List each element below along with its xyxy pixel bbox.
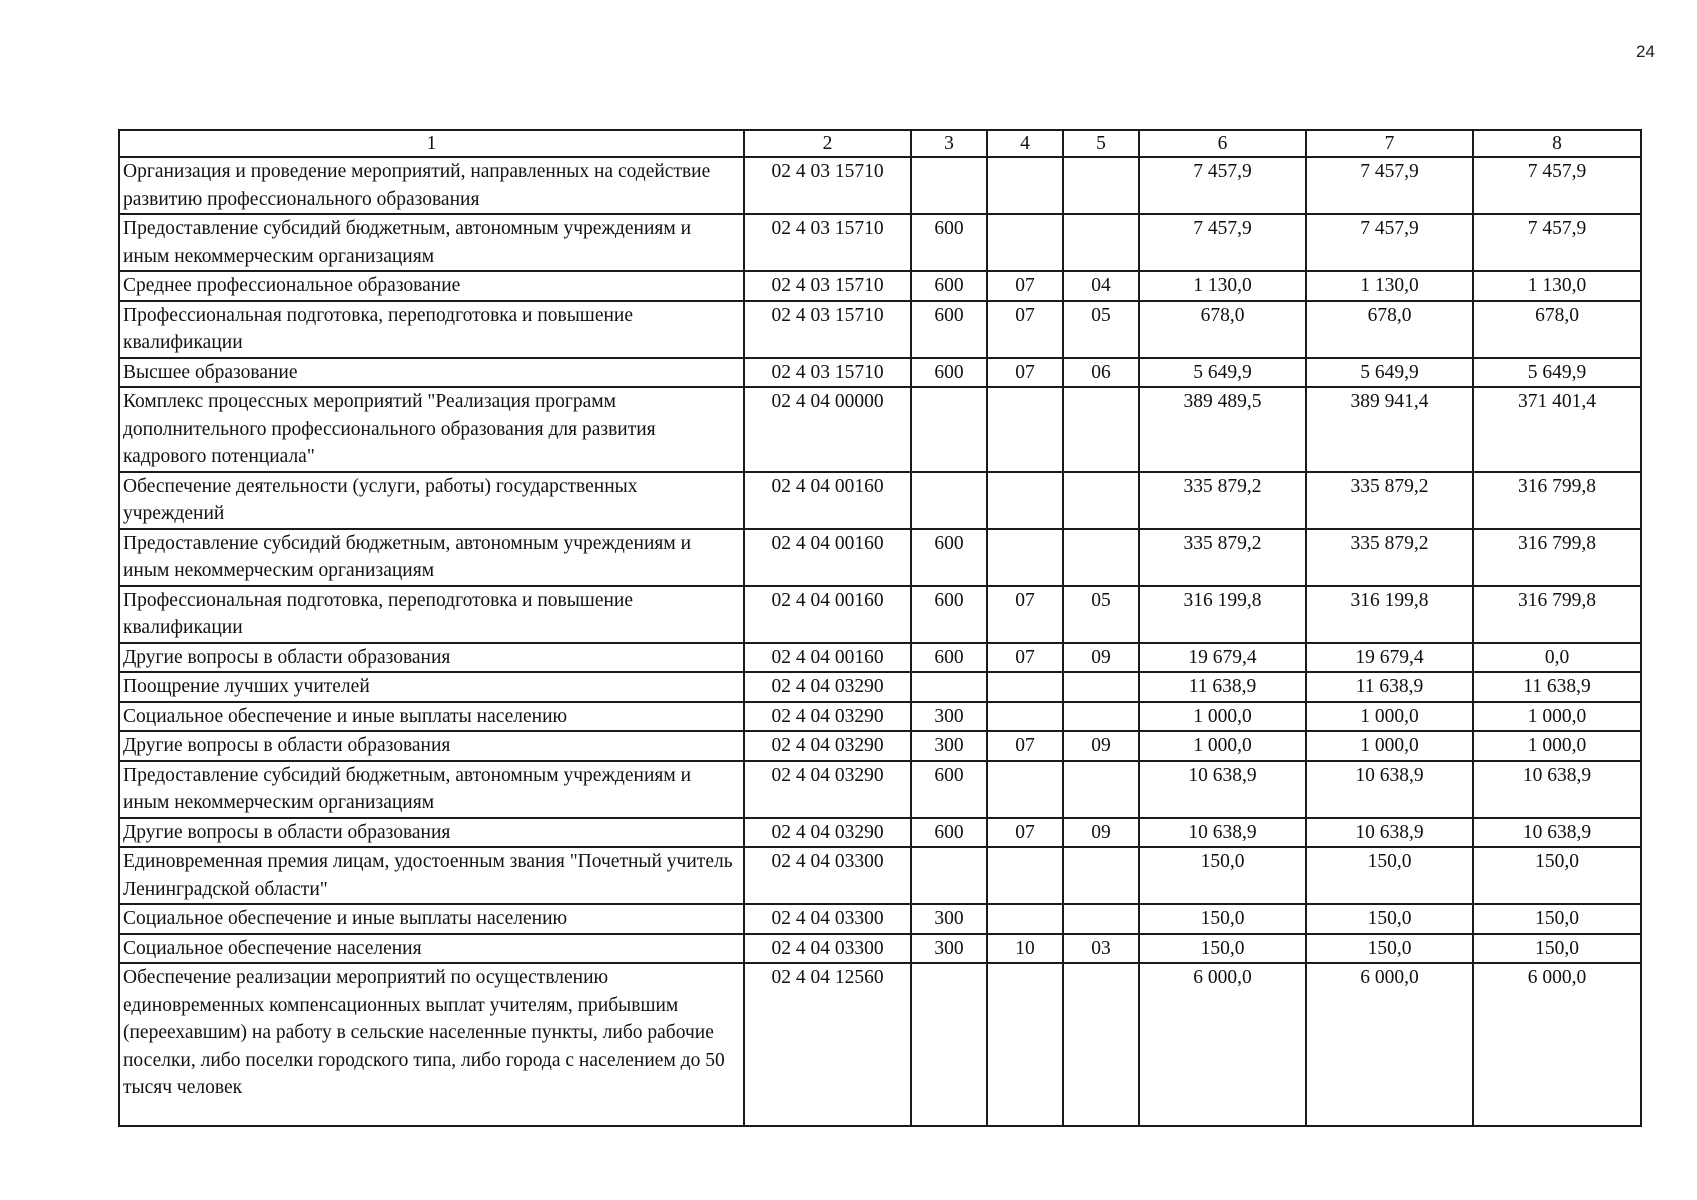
row-year2-cell: 1 000,0 bbox=[1306, 702, 1473, 732]
row-vr-cell bbox=[911, 847, 987, 904]
table-row bbox=[119, 904, 1641, 934]
header-cell: 8 bbox=[1473, 130, 1641, 157]
row-pr-cell bbox=[1063, 904, 1139, 934]
row-year3-cell: 1 000,0 bbox=[1473, 731, 1641, 761]
row-year1-cell: 316 199,8 bbox=[1139, 586, 1306, 643]
row-pr-cell: 05 bbox=[1063, 301, 1139, 358]
row-pr-cell: 09 bbox=[1063, 731, 1139, 761]
row-year2-cell: 150,0 bbox=[1306, 934, 1473, 964]
row-year3-cell: 1 000,0 bbox=[1473, 702, 1641, 732]
row-year1-cell: 5 649,9 bbox=[1139, 358, 1306, 388]
row-year1-cell: 678,0 bbox=[1139, 301, 1306, 358]
row-code-cell: 02 4 04 03290 bbox=[744, 702, 911, 732]
row-pr-cell bbox=[1063, 963, 1139, 1126]
row-code-cell: 02 4 04 03290 bbox=[744, 731, 911, 761]
row-rz-cell bbox=[987, 472, 1063, 529]
row-year1-cell: 335 879,2 bbox=[1139, 472, 1306, 529]
table-row bbox=[119, 934, 1641, 964]
table-row bbox=[119, 271, 1641, 301]
row-rz-cell: 07 bbox=[987, 586, 1063, 643]
row-rz-cell bbox=[987, 904, 1063, 934]
row-code-cell: 02 4 04 00000 bbox=[744, 387, 911, 472]
header-cell: 3 bbox=[911, 130, 987, 157]
row-year1-cell: 10 638,9 bbox=[1139, 818, 1306, 848]
row-pr-cell bbox=[1063, 472, 1139, 529]
row-name-cell: Обеспечение деятельности (услуги, работы) государственных учреждений bbox=[119, 472, 744, 529]
row-name-cell: Профессиональная подготовка, переподготовка и повышение квалификации bbox=[119, 586, 744, 643]
row-name-cell: Поощрение лучших учителей bbox=[119, 672, 744, 702]
row-year3-cell: 7 457,9 bbox=[1473, 214, 1641, 271]
row-year3-cell: 316 799,8 bbox=[1473, 586, 1641, 643]
row-year1-cell: 10 638,9 bbox=[1139, 761, 1306, 818]
row-year3-cell: 7 457,9 bbox=[1473, 157, 1641, 214]
row-year2-cell: 7 457,9 bbox=[1306, 157, 1473, 214]
row-name-cell: Другие вопросы в области образования bbox=[119, 731, 744, 761]
row-vr-cell bbox=[911, 472, 987, 529]
row-vr-cell: 300 bbox=[911, 934, 987, 964]
row-pr-cell bbox=[1063, 847, 1139, 904]
row-name-cell: Предоставление субсидий бюджетным, автономным учреждениям и иным некоммерческим организациям bbox=[119, 214, 744, 271]
row-code-cell: 02 4 03 15710 bbox=[744, 157, 911, 214]
row-code-cell: 02 4 04 00160 bbox=[744, 529, 911, 586]
row-name-cell: Организация и проведение мероприятий, направленных на содействие развитию профессионального образования bbox=[119, 157, 744, 214]
row-year2-cell: 6 000,0 bbox=[1306, 963, 1473, 1126]
row-name-cell: Социальное обеспечение и иные выплаты населению bbox=[119, 702, 744, 732]
row-year3-cell: 371 401,4 bbox=[1473, 387, 1641, 472]
header-cell: 4 bbox=[987, 130, 1063, 157]
header-row bbox=[119, 130, 1641, 157]
table-row bbox=[119, 672, 1641, 702]
header-cell: 7 bbox=[1306, 130, 1473, 157]
row-year2-cell: 335 879,2 bbox=[1306, 472, 1473, 529]
row-year2-cell: 5 649,9 bbox=[1306, 358, 1473, 388]
row-pr-cell: 09 bbox=[1063, 643, 1139, 673]
row-pr-cell: 06 bbox=[1063, 358, 1139, 388]
row-year3-cell: 150,0 bbox=[1473, 934, 1641, 964]
row-year2-cell: 10 638,9 bbox=[1306, 818, 1473, 848]
row-year2-cell: 316 199,8 bbox=[1306, 586, 1473, 643]
header-cell: 6 bbox=[1139, 130, 1306, 157]
row-rz-cell: 10 bbox=[987, 934, 1063, 964]
row-year2-cell: 1 000,0 bbox=[1306, 731, 1473, 761]
row-rz-cell bbox=[987, 387, 1063, 472]
row-year3-cell: 5 649,9 bbox=[1473, 358, 1641, 388]
row-rz-cell bbox=[987, 847, 1063, 904]
row-year3-cell: 316 799,8 bbox=[1473, 472, 1641, 529]
row-code-cell: 02 4 04 03290 bbox=[744, 672, 911, 702]
table-row bbox=[119, 847, 1641, 904]
row-year1-cell: 11 638,9 bbox=[1139, 672, 1306, 702]
table-row bbox=[119, 818, 1641, 848]
row-code-cell: 02 4 04 00160 bbox=[744, 472, 911, 529]
table-row bbox=[119, 214, 1641, 271]
row-rz-cell: 07 bbox=[987, 271, 1063, 301]
row-year1-cell: 1 000,0 bbox=[1139, 702, 1306, 732]
row-vr-cell: 600 bbox=[911, 761, 987, 818]
row-pr-cell: 05 bbox=[1063, 586, 1139, 643]
table-row bbox=[119, 472, 1641, 529]
row-year3-cell: 150,0 bbox=[1473, 847, 1641, 904]
row-vr-cell: 600 bbox=[911, 301, 987, 358]
table-row bbox=[119, 301, 1641, 358]
table-row bbox=[119, 387, 1641, 472]
row-year3-cell: 0,0 bbox=[1473, 643, 1641, 673]
table-row bbox=[119, 702, 1641, 732]
row-vr-cell: 600 bbox=[911, 358, 987, 388]
header-cell: 5 bbox=[1063, 130, 1139, 157]
row-vr-cell: 300 bbox=[911, 731, 987, 761]
row-year1-cell: 389 489,5 bbox=[1139, 387, 1306, 472]
row-name-cell: Единовременная премия лицам, удостоенным звания "Почетный учитель Ленинградской области" bbox=[119, 847, 744, 904]
row-year2-cell: 389 941,4 bbox=[1306, 387, 1473, 472]
row-name-cell: Социальное обеспечение и иные выплаты населению bbox=[119, 904, 744, 934]
row-vr-cell bbox=[911, 387, 987, 472]
row-year2-cell: 1 130,0 bbox=[1306, 271, 1473, 301]
header-cell: 1 bbox=[119, 130, 744, 157]
row-vr-cell: 600 bbox=[911, 529, 987, 586]
row-vr-cell: 300 bbox=[911, 702, 987, 732]
row-name-cell: Другие вопросы в области образования bbox=[119, 818, 744, 848]
row-name-cell: Обеспечение реализации мероприятий по осуществлению единовременных компенсационных выплат учителям, прибывшим (переехавшим) на работу в сельские населенные пункты, либо рабочие поселки, либо поселки городского типа, либо города с населением до 50 тысяч человек bbox=[119, 963, 744, 1126]
row-rz-cell bbox=[987, 157, 1063, 214]
row-pr-cell bbox=[1063, 761, 1139, 818]
row-year2-cell: 678,0 bbox=[1306, 301, 1473, 358]
row-year3-cell: 150,0 bbox=[1473, 904, 1641, 934]
row-name-cell: Предоставление субсидий бюджетным, автономным учреждениям и иным некоммерческим организациям bbox=[119, 761, 744, 818]
row-name-cell: Среднее профессиональное образование bbox=[119, 271, 744, 301]
row-year2-cell: 7 457,9 bbox=[1306, 214, 1473, 271]
budget-table bbox=[118, 129, 1642, 1127]
row-pr-cell bbox=[1063, 672, 1139, 702]
row-year1-cell: 150,0 bbox=[1139, 904, 1306, 934]
row-rz-cell: 07 bbox=[987, 301, 1063, 358]
table-row bbox=[119, 963, 1641, 1126]
row-pr-cell: 09 bbox=[1063, 818, 1139, 848]
row-year1-cell: 1 130,0 bbox=[1139, 271, 1306, 301]
row-pr-cell bbox=[1063, 157, 1139, 214]
row-year2-cell: 10 638,9 bbox=[1306, 761, 1473, 818]
row-vr-cell: 600 bbox=[911, 271, 987, 301]
row-year3-cell: 678,0 bbox=[1473, 301, 1641, 358]
row-vr-cell bbox=[911, 157, 987, 214]
row-rz-cell: 07 bbox=[987, 818, 1063, 848]
table-row bbox=[119, 157, 1641, 214]
row-name-cell: Профессиональная подготовка, переподготовка и повышение квалификации bbox=[119, 301, 744, 358]
table-row bbox=[119, 643, 1641, 673]
table-row bbox=[119, 358, 1641, 388]
row-vr-cell: 600 bbox=[911, 643, 987, 673]
row-code-cell: 02 4 04 03290 bbox=[744, 818, 911, 848]
row-vr-cell bbox=[911, 963, 987, 1126]
row-code-cell: 02 4 04 00160 bbox=[744, 586, 911, 643]
row-year1-cell: 1 000,0 bbox=[1139, 731, 1306, 761]
row-year2-cell: 335 879,2 bbox=[1306, 529, 1473, 586]
header-cell: 2 bbox=[744, 130, 911, 157]
table-body bbox=[119, 130, 1641, 1126]
row-year1-cell: 150,0 bbox=[1139, 934, 1306, 964]
row-rz-cell bbox=[987, 214, 1063, 271]
row-code-cell: 02 4 03 15710 bbox=[744, 214, 911, 271]
row-rz-cell bbox=[987, 702, 1063, 732]
row-rz-cell: 07 bbox=[987, 358, 1063, 388]
row-code-cell: 02 4 04 03300 bbox=[744, 934, 911, 964]
row-year3-cell: 10 638,9 bbox=[1473, 818, 1641, 848]
row-year2-cell: 150,0 bbox=[1306, 847, 1473, 904]
row-year2-cell: 11 638,9 bbox=[1306, 672, 1473, 702]
row-year2-cell: 150,0 bbox=[1306, 904, 1473, 934]
row-pr-cell bbox=[1063, 702, 1139, 732]
row-code-cell: 02 4 03 15710 bbox=[744, 301, 911, 358]
row-rz-cell bbox=[987, 761, 1063, 818]
page-number: 24 bbox=[1636, 42, 1655, 61]
row-rz-cell bbox=[987, 529, 1063, 586]
row-code-cell: 02 4 03 15710 bbox=[744, 358, 911, 388]
row-pr-cell bbox=[1063, 387, 1139, 472]
row-vr-cell bbox=[911, 672, 987, 702]
row-year3-cell: 316 799,8 bbox=[1473, 529, 1641, 586]
row-year1-cell: 19 679,4 bbox=[1139, 643, 1306, 673]
row-name-cell: Высшее образование bbox=[119, 358, 744, 388]
row-vr-cell: 600 bbox=[911, 214, 987, 271]
row-year2-cell: 19 679,4 bbox=[1306, 643, 1473, 673]
row-name-cell: Комплекс процессных мероприятий "Реализация программ дополнительного профессионального образования для развития кадрового потенциала" bbox=[119, 387, 744, 472]
row-vr-cell: 300 bbox=[911, 904, 987, 934]
row-rz-cell: 07 bbox=[987, 731, 1063, 761]
row-pr-cell bbox=[1063, 529, 1139, 586]
row-code-cell: 02 4 04 03300 bbox=[744, 904, 911, 934]
row-name-cell: Социальное обеспечение населения bbox=[119, 934, 744, 964]
row-pr-cell: 04 bbox=[1063, 271, 1139, 301]
row-rz-cell bbox=[987, 672, 1063, 702]
row-rz-cell: 07 bbox=[987, 643, 1063, 673]
row-vr-cell: 600 bbox=[911, 586, 987, 643]
row-pr-cell bbox=[1063, 214, 1139, 271]
row-name-cell: Другие вопросы в области образования bbox=[119, 643, 744, 673]
table-row bbox=[119, 731, 1641, 761]
row-code-cell: 02 4 04 03290 bbox=[744, 761, 911, 818]
row-code-cell: 02 4 04 03300 bbox=[744, 847, 911, 904]
row-year1-cell: 335 879,2 bbox=[1139, 529, 1306, 586]
row-year3-cell: 11 638,9 bbox=[1473, 672, 1641, 702]
row-year3-cell: 1 130,0 bbox=[1473, 271, 1641, 301]
row-year1-cell: 150,0 bbox=[1139, 847, 1306, 904]
row-code-cell: 02 4 03 15710 bbox=[744, 271, 911, 301]
row-year1-cell: 7 457,9 bbox=[1139, 214, 1306, 271]
row-year1-cell: 6 000,0 bbox=[1139, 963, 1306, 1126]
row-year3-cell: 10 638,9 bbox=[1473, 761, 1641, 818]
table-row bbox=[119, 761, 1641, 818]
row-pr-cell: 03 bbox=[1063, 934, 1139, 964]
table-row bbox=[119, 586, 1641, 643]
row-year1-cell: 7 457,9 bbox=[1139, 157, 1306, 214]
row-year3-cell: 6 000,0 bbox=[1473, 963, 1641, 1126]
row-code-cell: 02 4 04 00160 bbox=[744, 643, 911, 673]
row-name-cell: Предоставление субсидий бюджетным, автономным учреждениям и иным некоммерческим организациям bbox=[119, 529, 744, 586]
row-rz-cell bbox=[987, 963, 1063, 1126]
table-row bbox=[119, 529, 1641, 586]
row-vr-cell: 600 bbox=[911, 818, 987, 848]
row-code-cell: 02 4 04 12560 bbox=[744, 963, 911, 1126]
